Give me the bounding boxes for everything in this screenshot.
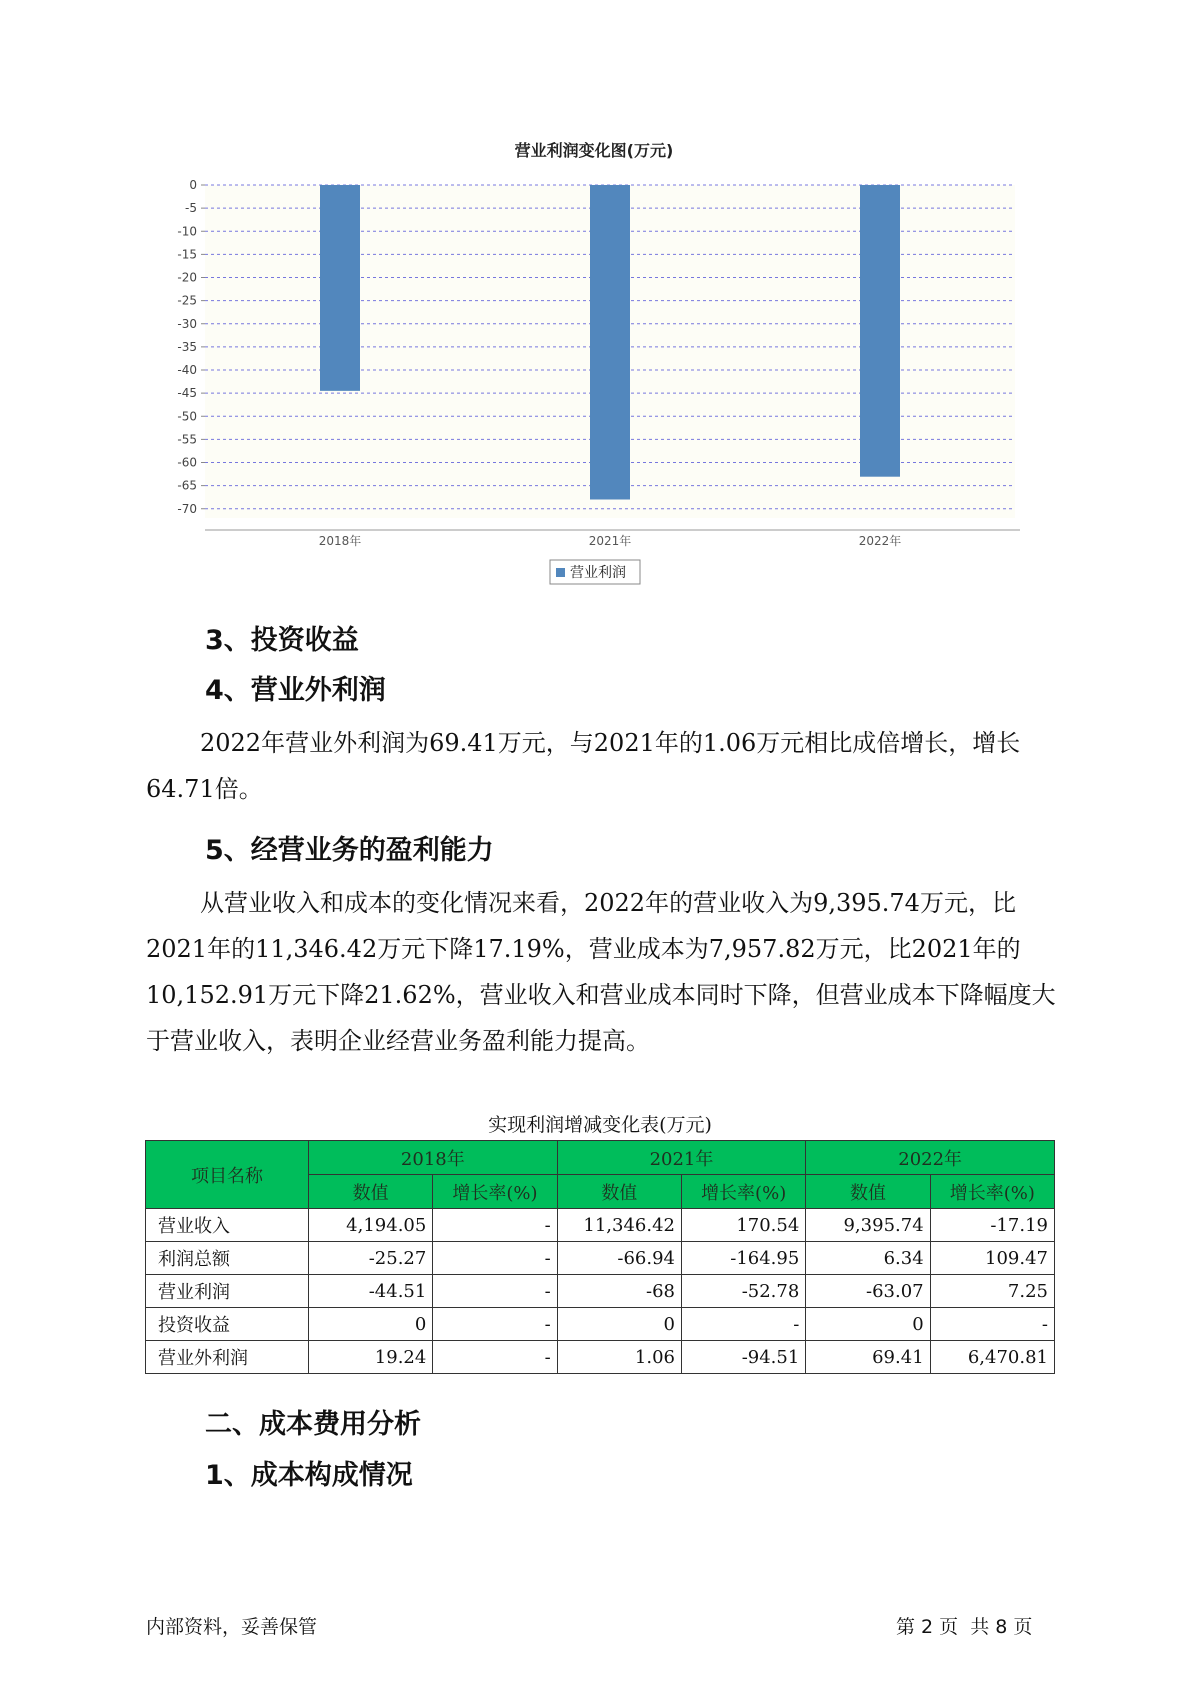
y-tick-label: -65 <box>177 478 197 493</box>
growth-rate-cell: -52.78 <box>681 1275 805 1308</box>
value-cell: 6.34 <box>806 1242 930 1275</box>
section-heading-non-operating-profit: 4、营业外利润 <box>205 675 386 706</box>
header-year: 2022年 <box>806 1141 1055 1175</box>
y-tick-label: -30 <box>177 316 197 331</box>
growth-rate-cell: -164.95 <box>681 1242 805 1275</box>
y-tick-label: -50 <box>177 409 197 424</box>
table-row <box>146 1275 1055 1308</box>
chart-legend <box>550 560 640 584</box>
row-label: 营业利润 <box>146 1275 309 1308</box>
value-cell: 0 <box>806 1308 930 1341</box>
value-cell: 0 <box>309 1308 433 1341</box>
value-cell: 69.41 <box>806 1341 930 1374</box>
growth-rate-cell: 170.54 <box>681 1209 805 1242</box>
growth-rate-cell: -17.19 <box>930 1209 1054 1242</box>
table-caption: 实现利润增减变化表(万元) <box>488 1114 712 1136</box>
growth-rate-cell: - <box>433 1209 557 1242</box>
paragraph-non-operating-profit <box>146 720 1056 812</box>
value-cell: -68 <box>557 1275 681 1308</box>
y-tick-label: -10 <box>177 224 197 239</box>
value-cell: -63.07 <box>806 1275 930 1308</box>
value-cell: 19.24 <box>309 1341 433 1374</box>
value-cell: 9,395.74 <box>806 1209 930 1242</box>
chart-title: 营业利润变化图(万元) <box>514 141 674 160</box>
row-label: 利润总额 <box>146 1242 309 1275</box>
value-cell: 1.06 <box>557 1341 681 1374</box>
growth-rate-cell: - <box>433 1341 557 1374</box>
footer-page-number: 第 2 页 共 8 页 <box>896 1616 1033 1638</box>
y-tick-label: -70 <box>177 501 197 516</box>
y-tick-label: -40 <box>177 363 197 377</box>
header-value: 数值 <box>309 1175 433 1209</box>
x-tick-label: 2018年 <box>318 534 362 548</box>
header-growth-rate: 增长率(%) <box>681 1175 805 1209</box>
table-row <box>146 1308 1055 1341</box>
legend-label: 营业利润 <box>570 565 626 581</box>
y-tick-label: -5 <box>185 201 197 216</box>
operating-profit-chart <box>150 140 1030 590</box>
growth-rate-cell: -94.51 <box>681 1341 805 1374</box>
y-tick-label: -35 <box>177 339 197 354</box>
table-row <box>146 1242 1055 1275</box>
growth-rate-cell: - <box>930 1308 1054 1341</box>
value-cell: 11,346.42 <box>557 1209 681 1242</box>
value-cell: -44.51 <box>309 1275 433 1308</box>
header-growth-rate: 增长率(%) <box>930 1175 1054 1209</box>
x-tick-label: 2022年 <box>858 534 902 548</box>
value-cell: -25.27 <box>309 1242 433 1275</box>
y-tick-label: -25 <box>177 293 197 308</box>
y-tick-label: -15 <box>177 247 197 262</box>
paragraph-text: 从营业收入和成本的变化情况来看，2022年的营业收入为9,395.74万元，比2021年的11,346.42万元下降17.19%，营业成本为7,957.82万元，比2021年的10,152.91万元下降21.62%，营业收入和营业成本同时下降，但营业成本下降幅度大于营业收入，表明企业经营业务盈利能力提高。 <box>146 889 1056 1055</box>
profit-change-table <box>145 1140 1055 1374</box>
row-label: 投资收益 <box>146 1308 309 1341</box>
section-heading-cost-analysis: 二、成本费用分析 <box>205 1409 421 1440</box>
y-axis-ticks <box>177 178 205 516</box>
header-year: 2021年 <box>557 1141 806 1175</box>
y-tick-label: -20 <box>177 270 197 285</box>
growth-rate-cell: - <box>433 1308 557 1341</box>
growth-rate-cell: - <box>433 1275 557 1308</box>
header-value: 数值 <box>557 1175 681 1209</box>
table-row <box>146 1341 1055 1374</box>
bar-2018年 <box>320 185 360 391</box>
value-cell: 0 <box>557 1308 681 1341</box>
bar-2021年 <box>590 185 630 500</box>
row-label: 营业收入 <box>146 1209 309 1242</box>
y-tick-label: 0 <box>189 178 197 192</box>
section-heading-investment-income: 3、投资收益 <box>205 625 359 656</box>
value-cell: 4,194.05 <box>309 1209 433 1242</box>
bar-2022年 <box>860 185 900 477</box>
x-axis-ticks <box>319 533 902 548</box>
header-year: 2018年 <box>309 1141 558 1175</box>
growth-rate-cell: - <box>681 1308 805 1341</box>
y-tick-label: -60 <box>177 455 197 470</box>
header-item-name: 项目名称 <box>146 1141 309 1209</box>
section-heading-cost-structure: 1、成本构成情况 <box>205 1460 413 1491</box>
header-growth-rate: 增长率(%) <box>433 1175 557 1209</box>
table-body <box>146 1209 1055 1374</box>
header-value: 数值 <box>806 1175 930 1209</box>
growth-rate-cell: - <box>433 1242 557 1275</box>
table-row <box>146 1209 1055 1242</box>
y-tick-label: -55 <box>177 432 197 447</box>
paragraph-text: 2022年营业外利润为69.41万元，与2021年的1.06万元相比成倍增长，增长64.71倍。 <box>146 729 1021 803</box>
growth-rate-cell: 109.47 <box>930 1242 1054 1275</box>
x-tick-label: 2021年 <box>588 534 632 548</box>
footer-confidential-note: 内部资料，妥善保管 <box>146 1616 318 1638</box>
growth-rate-cell: 6,470.81 <box>930 1341 1054 1374</box>
growth-rate-cell: 7.25 <box>930 1275 1054 1308</box>
row-label: 营业外利润 <box>146 1341 309 1374</box>
y-tick-label: -45 <box>177 386 197 401</box>
section-heading-profitability: 5、经营业务的盈利能力 <box>205 835 494 866</box>
value-cell: -66.94 <box>557 1242 681 1275</box>
legend-swatch <box>556 568 565 577</box>
paragraph-profitability <box>146 880 1056 1064</box>
